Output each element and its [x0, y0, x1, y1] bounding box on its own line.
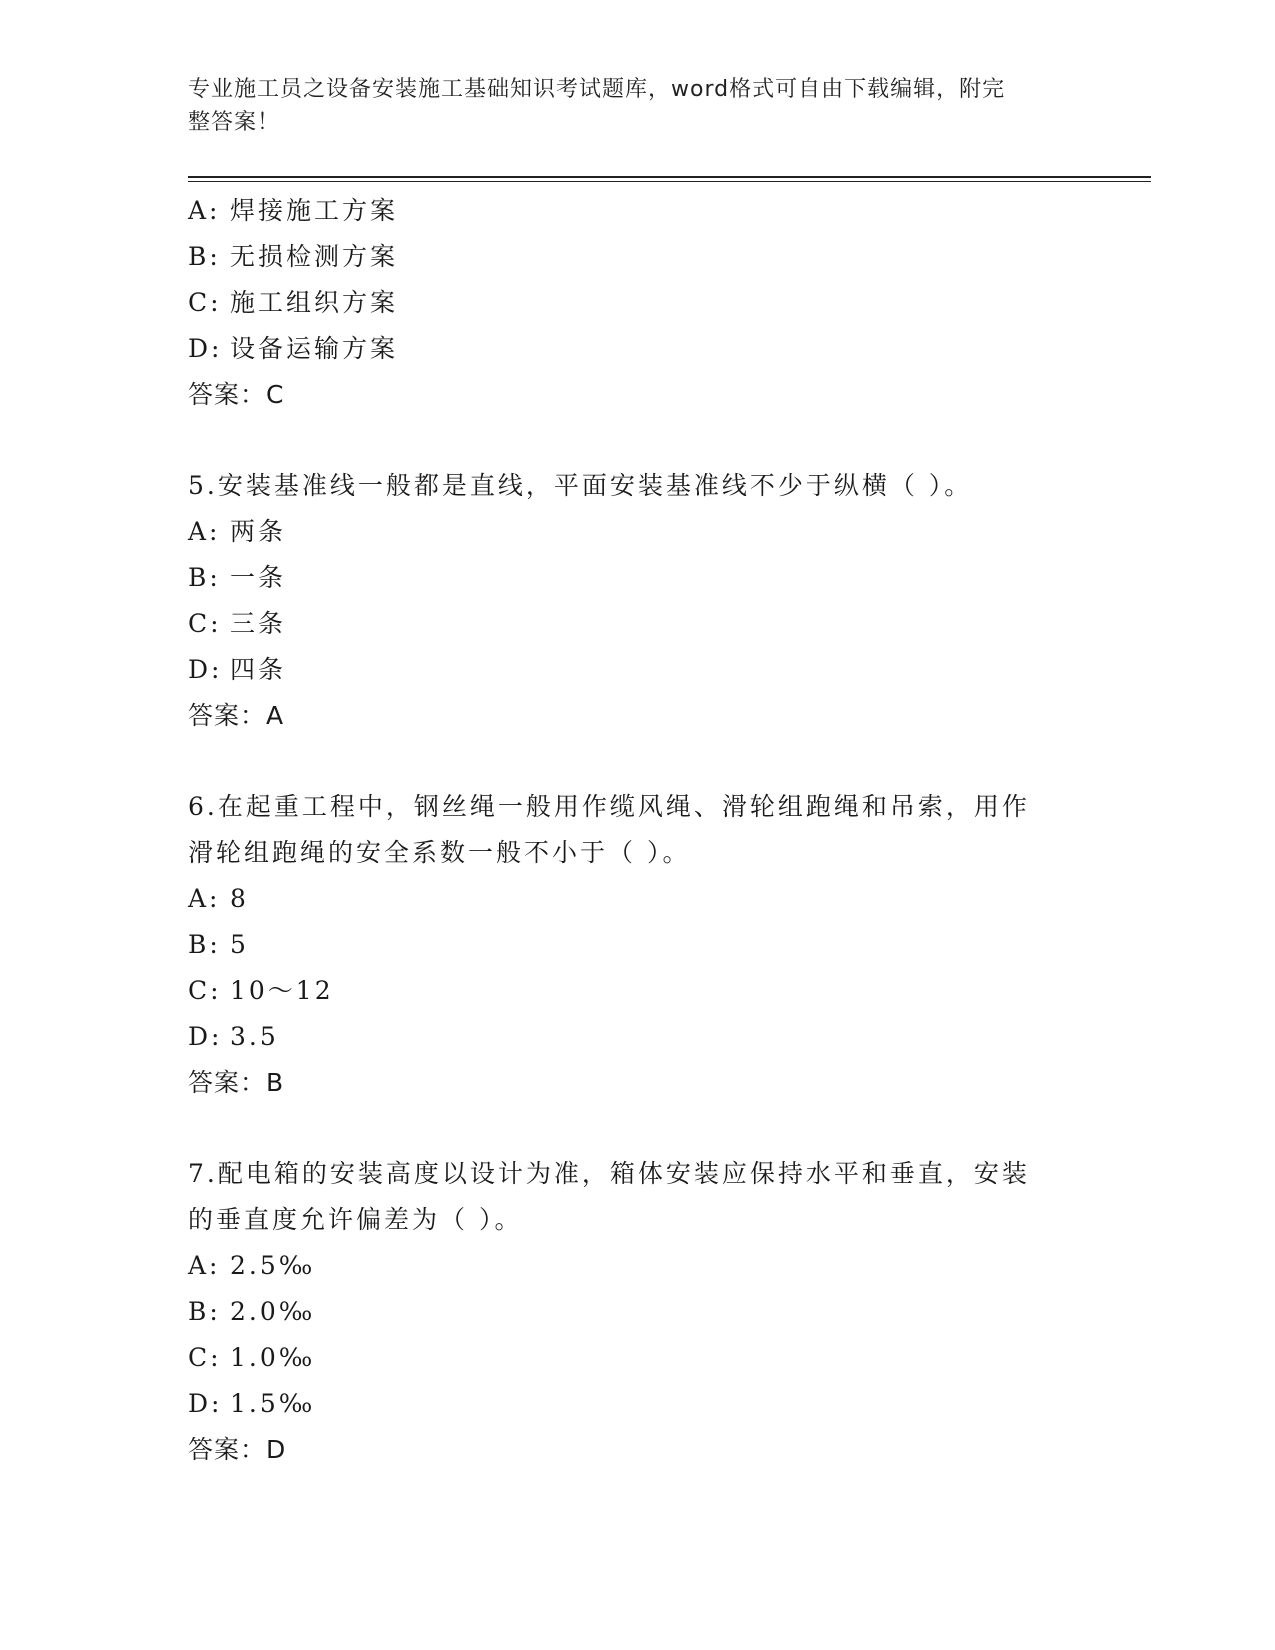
- option-text: 一条: [230, 563, 287, 592]
- question-stem-line: 的垂直度允许偏差为（ ）。: [188, 1205, 523, 1234]
- option-d: [188, 647, 1088, 693]
- option-text: 2.0‰: [230, 1297, 316, 1326]
- question-4: [188, 188, 1088, 418]
- header-line-2: 整答案！: [188, 110, 281, 135]
- option-label: A:: [188, 196, 221, 225]
- option-label: B:: [188, 242, 221, 271]
- option-label: B:: [188, 1297, 221, 1326]
- document-header: [188, 73, 1088, 139]
- option-label: D:: [188, 655, 223, 684]
- spacer: [188, 739, 1088, 784]
- option-label: D:: [188, 1022, 223, 1051]
- option-b: [188, 1289, 1088, 1335]
- option-text: 1.0‰: [230, 1343, 316, 1372]
- answer-line: 答案：B: [188, 1068, 285, 1097]
- option-c: [188, 1335, 1088, 1381]
- question-stem-line: 滑轮组跑绳的安全系数一般不小于（ ）。: [188, 838, 691, 867]
- option-text: 焊接施工方案: [230, 196, 399, 225]
- option-c: [188, 601, 1088, 647]
- option-text: 2.5‰: [230, 1251, 316, 1280]
- answer-line: 答案：D: [188, 1435, 287, 1464]
- option-label: D:: [188, 1389, 223, 1418]
- option-text: 三条: [230, 609, 287, 638]
- option-b: [188, 922, 1088, 968]
- option-label: B:: [188, 930, 221, 959]
- option-text: 无损检测方案: [230, 242, 399, 271]
- answer-line: 答案：C: [188, 380, 285, 409]
- option-text: 5: [230, 930, 249, 959]
- option-label: C:: [188, 1343, 222, 1372]
- option-a: [188, 876, 1088, 922]
- option-label: B:: [188, 563, 221, 592]
- question-7: [188, 1151, 1088, 1473]
- option-a: [188, 188, 1088, 234]
- option-d: [188, 1381, 1088, 1427]
- option-b: [188, 555, 1088, 601]
- option-a: [188, 1243, 1088, 1289]
- option-label: A:: [188, 1251, 221, 1280]
- option-a: [188, 509, 1088, 555]
- option-label: C:: [188, 288, 222, 317]
- question-6: [188, 784, 1088, 1106]
- option-label: C:: [188, 609, 222, 638]
- option-text: 3.5: [230, 1022, 279, 1051]
- option-label: D:: [188, 334, 223, 363]
- header-line-1: 专业施工员之设备安装施工基础知识考试题库，word格式可自由下载编辑，附完: [188, 77, 1006, 102]
- option-label: C:: [188, 976, 222, 1005]
- question-stem-line: 5.安装基准线一般都是直线，平面安装基准线不少于纵横（ ）。: [188, 471, 973, 500]
- option-b: [188, 234, 1088, 280]
- option-text: 10～12: [230, 976, 334, 1005]
- spacer: [188, 418, 1088, 463]
- option-text: 两条: [230, 517, 287, 546]
- header-divider-thin: [188, 181, 1151, 182]
- option-text: 四条: [230, 655, 287, 684]
- question-5: [188, 463, 1088, 739]
- option-label: A:: [188, 517, 221, 546]
- answer-line: 答案：A: [188, 701, 285, 730]
- option-text: 施工组织方案: [230, 288, 399, 317]
- question-stem-line: 6.在起重工程中，钢丝绳一般用作缆风绳、滑轮组跑绳和吊索，用作: [188, 792, 1030, 821]
- option-text: 设备运输方案: [230, 334, 399, 363]
- spacer: [188, 1106, 1088, 1151]
- option-d: [188, 326, 1088, 372]
- question-stem-line: 7.配电箱的安装高度以设计为准，箱体安装应保持水平和垂直，安装: [188, 1159, 1030, 1188]
- header-divider-thick: [188, 176, 1151, 178]
- option-text: 1.5‰: [230, 1389, 316, 1418]
- option-c: [188, 280, 1088, 326]
- option-text: 8: [230, 884, 249, 913]
- option-label: A:: [188, 884, 221, 913]
- question-list: [188, 188, 1088, 1473]
- option-c: [188, 968, 1088, 1014]
- option-d: [188, 1014, 1088, 1060]
